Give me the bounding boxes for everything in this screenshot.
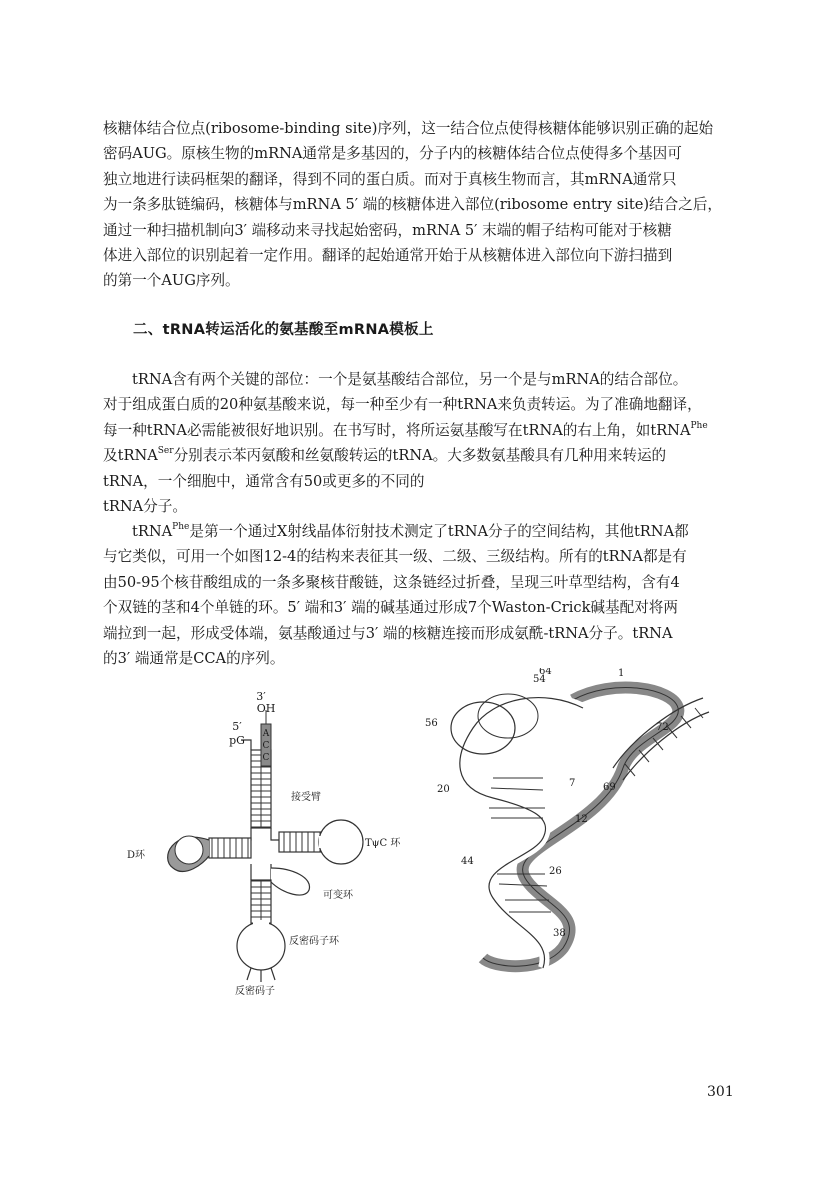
- label-acceptor-arm: 接受臂: [291, 792, 321, 803]
- text-segment: 及tRNA: [103, 447, 158, 465]
- superscript-phe: Phe: [172, 522, 190, 532]
- label-three-prime: 3′: [256, 690, 266, 703]
- tpsic-stem: [279, 832, 321, 852]
- text-line: [103, 519, 739, 544]
- residue-72: 72: [656, 722, 669, 733]
- label-acc-a: A: [262, 729, 270, 739]
- text-segment: 分别表示苯丙氨酸和丝氨酸转运的tRNA。大多数氨基酸具有几种用来转运的: [173, 447, 667, 465]
- label-d-loop: D环: [127, 850, 146, 861]
- text-line: 为一条多肽链编码，核糖体与mRNA 5′ 端的核糖体进入部位(ribosome entry site)结合之后，: [103, 196, 723, 214]
- residue-38: 38: [553, 928, 566, 939]
- text-line: [103, 443, 739, 468]
- residue-54: 54: [533, 674, 546, 685]
- text-line: 独立地进行读码框架的翻译，得到不同的蛋白质。而对于真核生物而言，其mRNA通常只: [103, 170, 677, 188]
- text-line: tRNA含有两个关键的部位：一个是氨基酸结合部位，另一个是与mRNA的结合部位。: [132, 371, 688, 388]
- paragraph-trna-structure: [103, 519, 739, 671]
- page-number: 301: [707, 1084, 734, 1100]
- residue-12: 12: [575, 814, 588, 825]
- residue-44: 44: [461, 856, 474, 867]
- text-line: 端拉到一起，形成受体端，氨基酸通过与3′ 端的核糖连接而形成氨酰-tRNA分子。tRNA: [103, 624, 673, 642]
- text-segment: 是第一个通过X射线晶体衍射技术测定了tRNA分子的空间结构，其他tRNA都: [189, 523, 689, 540]
- residue-69: 69: [603, 782, 616, 793]
- paragraph-trna-sites: [103, 367, 739, 519]
- text-line: 通过一种扫描机制向3′ 端移动来寻找起始密码，mRNA 5′ 末端的帽子结构可能对于核糖: [103, 221, 672, 239]
- label-five-prime: 5′: [232, 720, 242, 733]
- d-stem: [209, 838, 251, 858]
- anticodon-loop: [237, 922, 285, 970]
- residue-26: 26: [549, 866, 562, 877]
- text-segment: 每一种tRNA必需能被很好地识别。在书写时，将所运氨基酸写在tRNA的右上角，如tRNA: [103, 421, 691, 439]
- figure-trna-structure: [113, 668, 733, 998]
- superscript-ser: Ser: [157, 446, 174, 457]
- residue-7: 7: [569, 778, 576, 789]
- cloverleaf-diagram: [127, 690, 401, 997]
- paragraph-ribosome-binding: [103, 116, 739, 294]
- section-heading: 二、tRNA转运活化的氨基酸至mRNA模板上: [133, 322, 434, 338]
- d-loop-center: [175, 836, 203, 864]
- label-pg: pG: [229, 734, 245, 747]
- anticodon-ticks: [247, 968, 275, 982]
- label-tpsic-loop: TψC 环: [365, 838, 401, 849]
- label-variable-loop: 可变环: [323, 890, 353, 901]
- text-line: 核糖体结合位点(ribosome-binding site)序列，这一结合位点使得核糖体能够识别正确的起始: [103, 120, 714, 137]
- label-oh: OH: [256, 702, 276, 715]
- label-acc-c1: C: [262, 741, 270, 751]
- residue-64: 64: [539, 668, 552, 677]
- text-segment: tRNA: [132, 523, 173, 540]
- residue-20: 20: [437, 784, 450, 795]
- superscript-phe: Phe: [690, 420, 708, 431]
- text-line: tRNA分子。: [103, 498, 187, 516]
- text-line: 的3′ 端通常是CCA的序列。: [103, 650, 285, 668]
- label-anticodon: 反密码子: [235, 986, 275, 997]
- text-line: 密码AUG。原核生物的mRNA通常是多基因的，分子内的核糖体结合位点使得多个基因可: [103, 145, 682, 163]
- label-anticodon-loop: 反密码子环: [289, 936, 339, 947]
- label-acc-c2: C: [262, 753, 270, 763]
- text-line: [103, 418, 739, 443]
- variable-loop: [271, 868, 310, 895]
- text-line: 对于组成蛋白质的20种氨基酸来说，每一种至少有一种tRNA来负责转运。为了准确地翻译，: [103, 396, 702, 414]
- trna-figure-svg: [113, 668, 733, 998]
- residue-56: 56: [425, 718, 438, 729]
- tertiary-structure-diagram: [425, 668, 709, 968]
- text-line: 的第一个AUG序列。: [103, 272, 240, 290]
- text-line: 由50-95个核苷酸组成的一条多聚核苷酸链，这条链经过折叠，呈现三叶草型结构，含有4: [103, 573, 680, 591]
- residue-1: 1: [618, 668, 625, 679]
- text-line: 体进入部位的识别起着一定作用。翻译的起始通常开始于从核糖体进入部位向下游扫描到: [103, 247, 673, 265]
- text-line: 与它类似，可用一个如图12-4的结构来表征其一级、二级、三级结构。所有的tRNA都是有: [103, 548, 687, 566]
- text-line: 个双链的茎和4个单链的环。5′ 端和3′ 端的碱基通过形成7个Waston-Crick碱基配对将两: [103, 599, 678, 617]
- text-line: tRNA，一个细胞中，通常含有50或更多的不同的: [103, 472, 425, 490]
